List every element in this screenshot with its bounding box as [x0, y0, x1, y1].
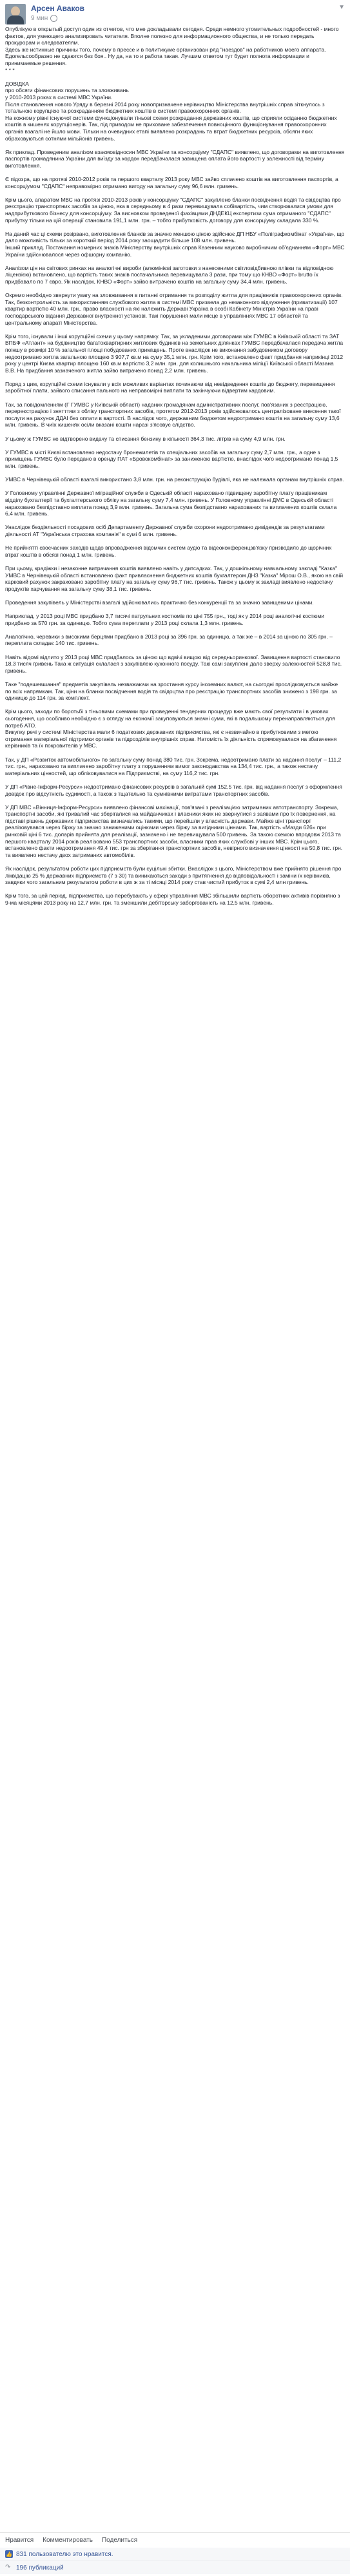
paragraph: У цьому ж ГУМВС не відтворено видачу та списання бензину в кількості 364,3 тис. літрів на суму 4,9 млн. грн.: [5, 435, 286, 442]
post-actions: [0, 2532, 350, 2548]
paragraph: Як наслідок, результатом роботи цих підприємств були суцільні збитки. Внаслідок з цього, Міністерством вже прийнято рішення про ліквідацію 25 % державних підприємств (7 з 30) та виникаються заходи з притягнення до відповідальності і заміни їх керівників, завдяки чого загальним результатом роботи в цих ж за ті місяці 2014 року став чистий прибуток в сумі 2,4 млн гривень.: [5, 865, 342, 886]
paragraph: Після становлення нового Уряду в березні 2014 року новопризначене керівництво Міністерства внутрішніх справ зіткнулось з тотальною корупцією та розкраданням бюджетних коштів в системі правоохоронних органів. На кожному рівні існуючої системи функціонували тіньові схеми розкрадання державних коштів, що сприяли осіданню бюджетних коштів в кишенях корупціонерів. Так, під приводом не приховане забезпечення повноцінного функціонування правоохоронних органів взагалі не йшло мови. Тільки на очевидних етапі виявлено розкрадань та втрат бюджетних ресурсів, обсяги яких обраховуються сотнями мільйонів гривень.: [5, 101, 337, 142]
likes-count[interactable]: 831 пользователю это нравится.: [16, 2550, 113, 2558]
paragraph: Так, у ДП «Розвиток автомобільного» по загальну суму понад 380 тис. грн. Зокрема, недоотримано плати за надання послуг – 111,2 тис. грн., нараховано та виплачено заробітну плату з порушенням вимог законодавства на 134,4 тис. грн., а також нестачу матеріальних цінностей, що обліковувалися на Підприємстві, на суму 116,2 тис. грн.: [5, 756, 342, 776]
paragraph: Крім цього, заходи по боротьбі з тіньовими схемами при проведенні тендерних процедур вже мають свої результати і в умовах сьогодення, що особливо необхідно є з огляду на економії закуповуються значні суми, які в подальшому перенаправляються для потреб АТО. Викупку речі у системі Міністерства мали 6 податкових державних підприємства, які є незвичайно в прибутковими з метою отримання матеріальної підтримки органів та підрозділів внутрішніх справ. Натомість їх діяльність спрямовувалася на збагачення керівників та їх покровителів у МВС.: [5, 708, 337, 749]
paragraph: У ДП «Рівне-Інформ-Ресурси» недоотримано фінансових ресурсів в загальній сумі 152,5 тис. грн. від надання послуг з оформлення довідок про відсутність судимості, а також з тщательно та сумнівними витратами транспортних засобів.: [5, 783, 342, 797]
post-intro: Опублікую в открытый доступ один из отчетов, что мне докладывали сегодня. Среди немного утомительных подробностей - много фактов, для умеющего анализировать читателя. Вполне полезно для информационного общества, и не только передать прокурорам и следователям. Здесь же истинные причины того, почему в прессе и в политикуме организован ряд "наездов" на работников моего аппарата. Едогельсообразно не сдаются без боя.. Ну да, на то и работа такая. Лучшим ответом тут будет полнота информации и принимаемые решения. * * *: [5, 26, 339, 73]
paragraph: Унаслідок бездіяльності посадових осіб Департаменту Державної служби охорони недоотримано дивідендів за результатами діяльності АТ "Українська страхова компанія" в сумі 6 млн. гривень.: [5, 524, 325, 537]
paragraph: На даний час ці схеми розірвано, виготовлення бланків за значно меншою ціною здійснює ДП НБУ «Поліграфкомбінат «Україна», що дало можливість тільки за короткий період 2014 року заощадити більше 108 млн. гривень. Інший приклад. Постачання номерних знаків Міністерству внутрішніх справ Казенним науково виробничим об'єднанням «Форт» МВС України здійснювалося через офшорну компанію.: [5, 230, 345, 258]
share-icon: ↷: [5, 2564, 11, 2571]
paragraph: Навіть відомі відлито у 2013 році МВС придбалось за ціною що вдвічі вищою від середньоринкової. Завищення вартості становило 18,3 тисяч гривень Така ж ситуація склалася з закупівлею кухонного посуду. Такі самі закуплені дало зверху залежностей 528,8 тис. гривень.: [5, 653, 342, 674]
comment-button[interactable]: Комментировать: [43, 2537, 93, 2544]
likes-summary[interactable]: [0, 2548, 350, 2561]
post-footer: [0, 2532, 350, 2574]
paragraph: Є підозра, що на протязі 2010-2012 років та першого кварталу 2013 року МВС зайво сплачено коштів на виготовлення паспортів, а консорціумом "СДАПС" неправомірно отримано вигоду на загальну суму 96,6 млн. гривень.: [5, 176, 338, 189]
paragraph: У ДП МВС «Вінниця-Інформ-Ресурси» виявлено фінансові махінації, пов'язані з реалізацією затриманих автотранспорту. Зокрема, транспортні засоби, які тривалий час зберігалися на майданчиках і власники яких не звернулися з заявами про їх повернення, на підставі рішень державних підприємства визначались такими, що перейшли у власність держави. Майже ціні транспорт реалізовувався через біржу за значно заниженими оцінками через біржу за вигідними ціннами. Так, вартість «Мазди 626» при ринковій ціні 6 тис. доларів прийнята для реалізації, зазначено і не перевищувала 500 гривень. За такою схемою впродовж 2013 та першого кварталу 2014 років реалізовано 553 транспортних засоби, власники прав яких службові у інших МВС. Крім цього, встановлено факти недоотримання 49,4 тис. грн за зберігання транспортних засобів, невірного визначення цінності на 50,8 тис. грн. та виявлено нестачу двох затриманих автомобілів.: [5, 803, 343, 858]
thumbs-up-icon: 👍: [6, 2551, 12, 2557]
paragraph: Аналізом цін на світових ринках на аналогічні вироби (алюмінієві заготовки з нанесеними світловідбивною плівки та відповідною ліцензією) встановлено, що вартість таких знаків постачальника перевищувала 3 рази, при тому що КНВО «Форт» brutto їх придбавало по 7 євро. Як наслідок, КНВО «Форт» зайво витрачено коштів на загальну суму 34,4 млн. гривень.: [5, 264, 334, 285]
paragraph: Поряд з цим, корупційні схеми існували у всіх можливих варіантах починаючи від невідведення коштів до бюджету, перевищення заробітної плати, зайвого списання пального на неправомірні виплати та закінчуючи відвертим кардовим.: [5, 380, 335, 394]
paragraph: Таке "подешевшання" предметів закупівель незважаючи на зростання курсу іноземних валют, на сьогодні прослідковується майже по всіх напрямкам. Так, ціни на бланки посвідчення водія та свідоцтва про реєстрацію транспортних засобів знижено з 198 грн. за одиницю до 114 грн. за комплект.: [5, 681, 338, 702]
author-name[interactable]: Арсен Аваков: [31, 4, 85, 13]
paragraph: УМВС в Чернівецькій області взагалі використано 3,8 млн. грн. на реконструкцію будівлі, яка не належала органам внутрішніх справ.: [5, 476, 344, 483]
like-button[interactable]: Нравится: [5, 2537, 34, 2544]
author-avatar[interactable]: [5, 4, 26, 24]
paragraph: Не прийнятті своєчасних заходів щодо впровадження відомчих систем аудіо та відеоконференцзв'язку призводило до щорічних втрат коштів в обсязі понад 1 млн. гривень.: [5, 544, 332, 558]
report-title: ДОВІДКА про обсяги фінансових порушень та зловживань у 2010-2013 роках в системі МВС України.: [5, 80, 129, 101]
paragraph: Крім того, існували і інші корупційні схеми у цьому напрямку. Так, за укладеними договорами між ГУМВС в Київській області та ЗАТ ВПБФ «Атлант» на будівництво багатоквартирних житлових будинків на земельних ділянках ГУМВС передбачалася передача житла поіншу в розмірі 10 % загальної площі побудованих приміщень. Проте внаслідок не виконання забудовником договору недоотримано житла загальною площею 3 907,7 кв.м на суму 35,1 млн. грн. Крім того, встановлено факт придбання наприкінці 2012 року у центрі Києва квартир площею 160 кв.м вартістю 3,2 млн. грн. для колишнього начальника міліції Київської області Мазана В.В. На придбання зазначеного житла зайво витрачено понад 2,2 млн. гривень.: [5, 332, 344, 374]
paragraph: У ГУМВС в місті Києві встановлено недостачу бронежилетів та спеціальних засобів на загальну суму 2,7 млн. грн., а одне з приміщень ГУМВС було передано в оренду ПАТ «Бровокомбінат» за заниженою вартістю, внаслідок чого недоотримано понад 1,5 млн. гривень.: [5, 448, 338, 469]
post-header: [0, 0, 350, 26]
globe-icon: [50, 15, 57, 22]
shares-summary[interactable]: [0, 2561, 350, 2574]
share-button[interactable]: Поделиться: [101, 2537, 138, 2544]
paragraph: Проведення закупівель у Міністерстві взагалі здійснювались практично без конкуренції та за значно завищеними цінами.: [5, 599, 314, 606]
post-time[interactable]: 9 мин: [31, 14, 84, 23]
paragraph: Окремо необхідно звернути увагу на зловживання в питанні отримання та розподілу житла для працівників правоохоронних органів. Так, безконтрольність за використанням службового житла в системі МВС призвела до незаконного відчуження (приватизації) 107 квартир вартістю 40 млн. грн., право власності на які належить Державі Україна в особі Кабінету Міністрів України на праві господарського відання Державної внутренної установі. Такі порушення мали місце в управліннях МВС 17 областей та центральному апараті Міністерства.: [5, 292, 343, 326]
paragraph: Крім того, за цей період, підприємства, що перебувають у сфері управління МВС збільшили вартість оборотних активів порівняно з 9-ма місяцями 2013 року на 12,7 млн. грн. та зменшили дебіторську заборгованість на 12,5 млн. гривень.: [5, 892, 340, 906]
paragraph: Аналогічно, черевики з високими берцями придбано в 2013 році за 396 грн. за одиницю, а так же – в 2014 за ціною по 305 грн. – переплата складає 140 тис. гривень.: [5, 633, 333, 647]
post-body: [0, 26, 350, 907]
paragraph: Крім цього, апаратом МВС на протязі 2010-2013 років у консорціуму "СДАПС" закуплено бланки посвідчення водія та свідоцтва про реєстрацію транспортних засобів за ціною, яка в середньому в 4 рази перевищувала собівартість, чим створювалися умови для надприбуткового бізнесу для консорціуму. За висновком проведеної фахівцями ДНДЕКЦ експертизи сума отриманого "СДАПС" прибутку тільки на цій операції становила 191,1 млн. грн. – тобто прибутковість договору для консорціуму складала 330 %.: [5, 196, 341, 224]
paragraph: У Головному управлінні Державної міграційної служби в Одеській області нараховано підвищену заробітну плату працівникам відділу бухгалтерії та бухгалтерського обліку на загальну суму 7,4 млн. гривень. У Головному управлінні ДМС в Одеській області нараховано безпідставно виплата понад 3,9 млн. гривень. Загальна сума безпідставно нарахованих та виплачених коштів склала 6,4 млн. гривень.: [5, 490, 337, 517]
chevron-down-icon[interactable]: ▼: [338, 4, 345, 11]
paragraph: При цьому, крадіжки і незаконне витрачання коштів виявлено навіть у дитсадках. Так, у дошкільному навчальному закладі "Казка" УМВС в Чернівецькій області встановлено факт привласнення бюджетних коштів бухгалтером ДНЗ "Казка" Мірош О.В., якою на свій карковий рахунок закраховано заробітну плату на загальну суму 96,7 тис. гривень. Також у цьому ж закладі виявлено недостачу продуктів харчування на загальну суму 38,1 тис. гривень.: [5, 564, 344, 592]
paragraph: Так, за повідомленням (Г ГУМВС у Київській області) наданих громадянам адміністративних послуг, пов'язаних з реєстрацією, перереєстрацією і знятттям з обліку транспортних засобів, протягом 2012-2013 років здійснювалось централізоване внесення такої послуги на рахунок ДДАІ без оплати в вартості. В наслідок чого, державним бюджетом недоотримано коштів на загальну суму 13,6 млн. гривень. В чиїх кишенях осіли вказані кошти наразі з'ясовує слідство.: [5, 401, 341, 428]
paragraph: Наприклад, у 2013 році МВС придбано 3,7 тисячі патрульних костюмів по ціні 755 грн., тоді як у 2014 році аналогічні костюми придбано за 570 грн. за одиницю. Тобто сума переплати у 2013 році склала 1,3 млн. гривень.: [5, 613, 324, 626]
shares-count[interactable]: 196 публикаций: [16, 2564, 64, 2571]
paragraph: Як приклад. Проведеним аналізом взаємовідносин МВС України та консорціуму "СДАПС" виявлено, що договорами на виготовлення паспортів громадянина України для виїзду за кордон передбачалася завищена оплата його вартості у залежності від терміну виготовлення.: [5, 148, 345, 169]
